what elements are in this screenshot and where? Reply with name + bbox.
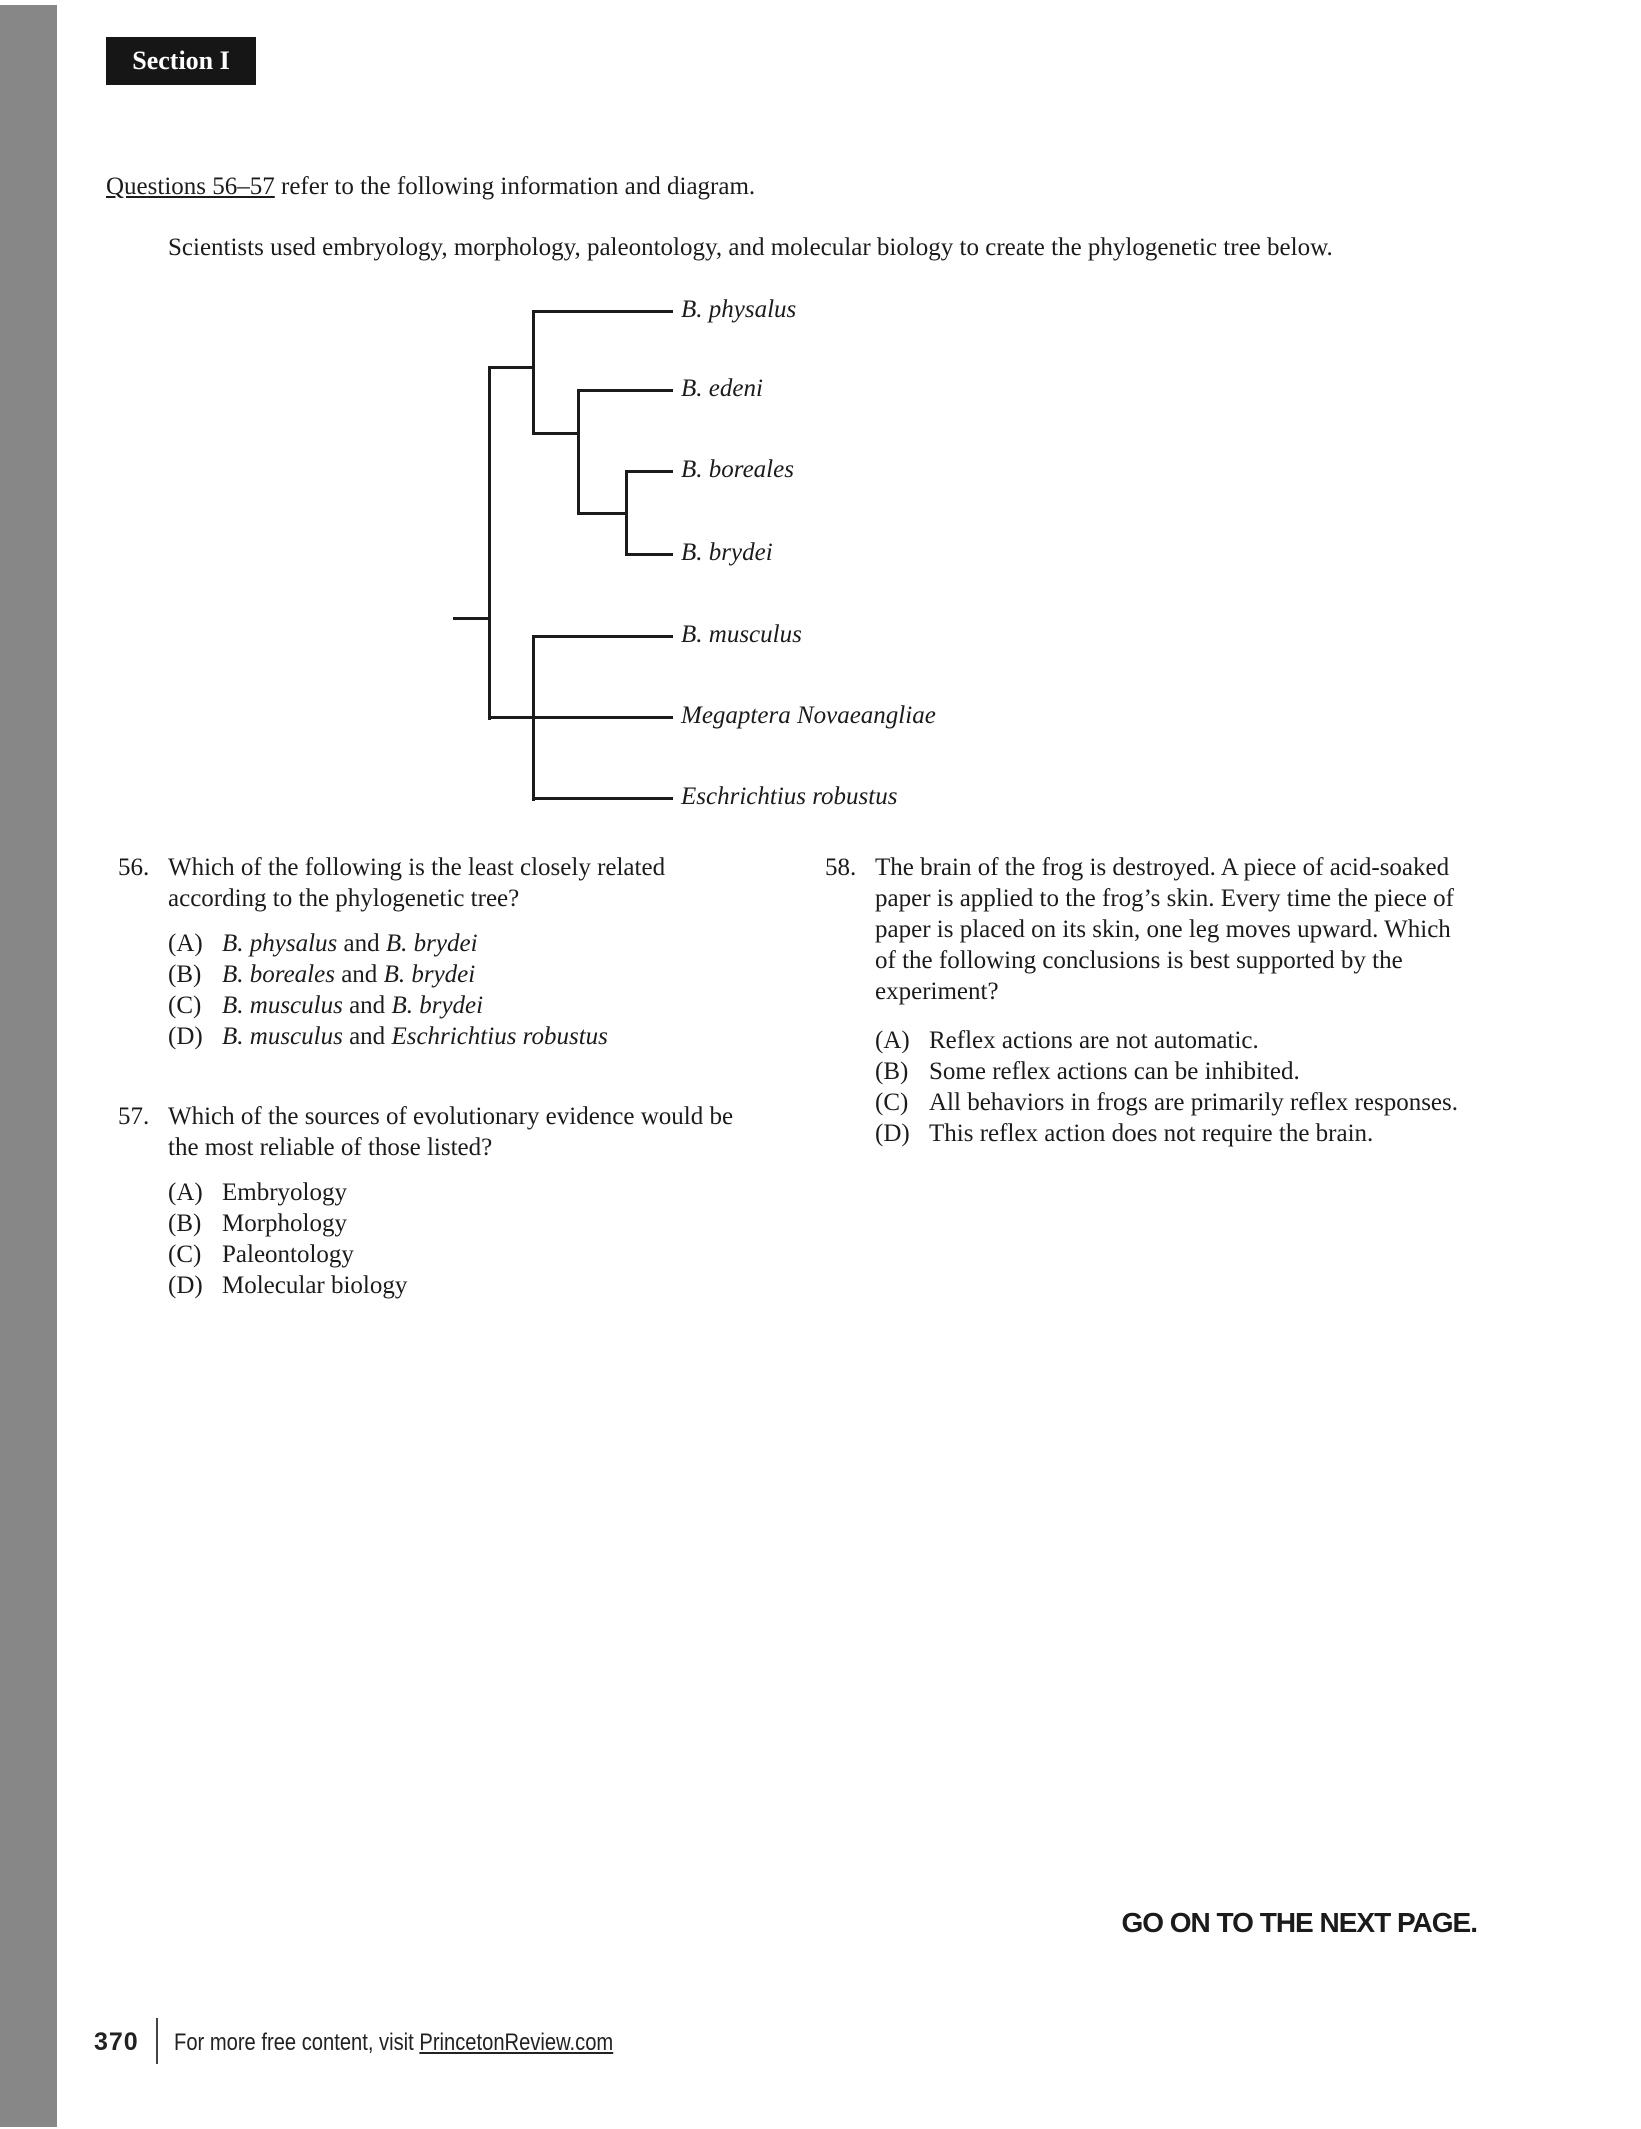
tree-branch-line (532, 635, 535, 801)
answer-option (875, 1118, 1458, 1149)
answer-option (168, 1177, 733, 1208)
go-on-instruction: GO ON TO THE NEXT PAGE. (1121, 1907, 1477, 1938)
tree-branch-line (577, 389, 673, 392)
question-number: 57. (118, 1103, 150, 1130)
left-margin-bar (0, 5, 57, 2127)
tree-branch-line (532, 635, 673, 638)
question-reference-line (106, 170, 755, 204)
option-letter: (D) (875, 1120, 910, 1147)
tree-taxon-label: Megaptera Novaeangliae (681, 702, 936, 729)
answer-option (875, 1025, 1458, 1056)
option-text: This reflex action does not require the brain. (929, 1120, 1374, 1147)
option-text: B. musculus and B. brydei (222, 992, 484, 1019)
answer-option (168, 1208, 733, 1239)
answer-option (168, 990, 665, 1021)
question-number: 56. (118, 854, 150, 881)
tree-branch-line (625, 470, 673, 473)
answer-option (875, 1087, 1458, 1118)
page-number: 370 (94, 2028, 139, 2056)
tree-branch-line (532, 797, 673, 800)
option-letter: (C) (168, 992, 202, 1019)
section-badge (106, 37, 256, 85)
answer-option (168, 959, 665, 990)
option-letter: (D) (168, 1272, 203, 1299)
option-text: B. physalus and B. brydei (222, 930, 478, 957)
question-range-rest: refer to the following information and diagram. (274, 173, 756, 200)
tree-branch-line (532, 432, 580, 435)
option-letter: (B) (168, 961, 202, 988)
tree-branch-line (488, 366, 535, 369)
option-letter: (A) (168, 930, 203, 957)
question-number: 58. (825, 854, 857, 881)
answer-option (875, 1056, 1458, 1087)
footer-link: PrincetonReview.com (419, 2029, 614, 2056)
answer-option (168, 1021, 665, 1052)
question-57 (118, 1101, 733, 1301)
option-text: Molecular biology (222, 1272, 408, 1299)
option-text: Some reflex actions can be inhibited. (929, 1058, 1300, 1085)
tree-branch-line (625, 553, 673, 556)
tree-taxon-label: B. boreales (681, 456, 794, 483)
tree-taxon-label: B. edeni (681, 375, 763, 402)
option-letter: (C) (168, 1241, 202, 1268)
page-footer (0, 2018, 1641, 2068)
tree-branch-line (625, 470, 628, 556)
tree-branch-line (532, 310, 535, 435)
footer-text (174, 2029, 613, 2057)
option-letter: (C) (875, 1089, 909, 1116)
tree-branch-line (532, 310, 673, 313)
tree-taxon-label: B. physalus (681, 296, 797, 323)
option-letter: (B) (875, 1058, 909, 1085)
option-text: Embryology (222, 1179, 347, 1206)
answer-option (168, 928, 665, 959)
option-letter: (A) (875, 1027, 910, 1054)
tree-branch-line (488, 716, 673, 719)
option-text: All behaviors in frogs are primarily reflex responses. (929, 1089, 1459, 1116)
option-text: Reflex actions are not automatic. (929, 1027, 1259, 1054)
option-letter: (A) (168, 1179, 203, 1206)
question-text: The brain of the frog is destroyed. A piece of acid-soaked paper is applied to the frog’s skin. Every time the piece of paper is placed on its skin, one leg moves upward. Which of the following conclusions is best supported by the experiment? (875, 854, 1454, 1005)
phylogenetic-tree-diagram (0, 0, 1641, 860)
question-range: Questions 56–57 (106, 173, 275, 200)
tree-branch-line (577, 512, 628, 515)
intro-description: Scientists used embryology, morphology, paleontology, and molecular biology to create the phylogenetic tree below. (168, 234, 1333, 261)
tree-taxon-label: B. brydei (681, 539, 773, 566)
answer-option (168, 1239, 733, 1270)
tree-branch-line (577, 389, 580, 515)
answer-option (168, 1270, 733, 1301)
tree-branch-line (453, 617, 489, 620)
option-letter: (D) (168, 1023, 203, 1050)
section-label: Section I (132, 46, 230, 75)
option-text: B. musculus and Eschrichtius robustus (222, 1023, 608, 1050)
option-text: B. boreales and B. brydei (222, 961, 476, 988)
tree-taxon-label: B. musculus (681, 621, 802, 648)
question-58 (825, 852, 1458, 1149)
question-text: Which of the sources of evolutionary evidence would be the most reliable of those listed? (168, 1103, 734, 1161)
footer-text-prefix: For more free content, visit (174, 2029, 420, 2056)
question-56 (118, 852, 665, 1052)
question-text: Which of the following is the least closely related according to the phylogenetic tree? (168, 854, 666, 912)
tree-branch-line (488, 366, 491, 720)
tree-taxon-label: Eschrichtius robustus (681, 783, 898, 810)
footer-divider (156, 2018, 158, 2064)
option-letter: (B) (168, 1210, 202, 1237)
option-text: Morphology (222, 1210, 347, 1237)
option-text: Paleontology (222, 1241, 354, 1268)
